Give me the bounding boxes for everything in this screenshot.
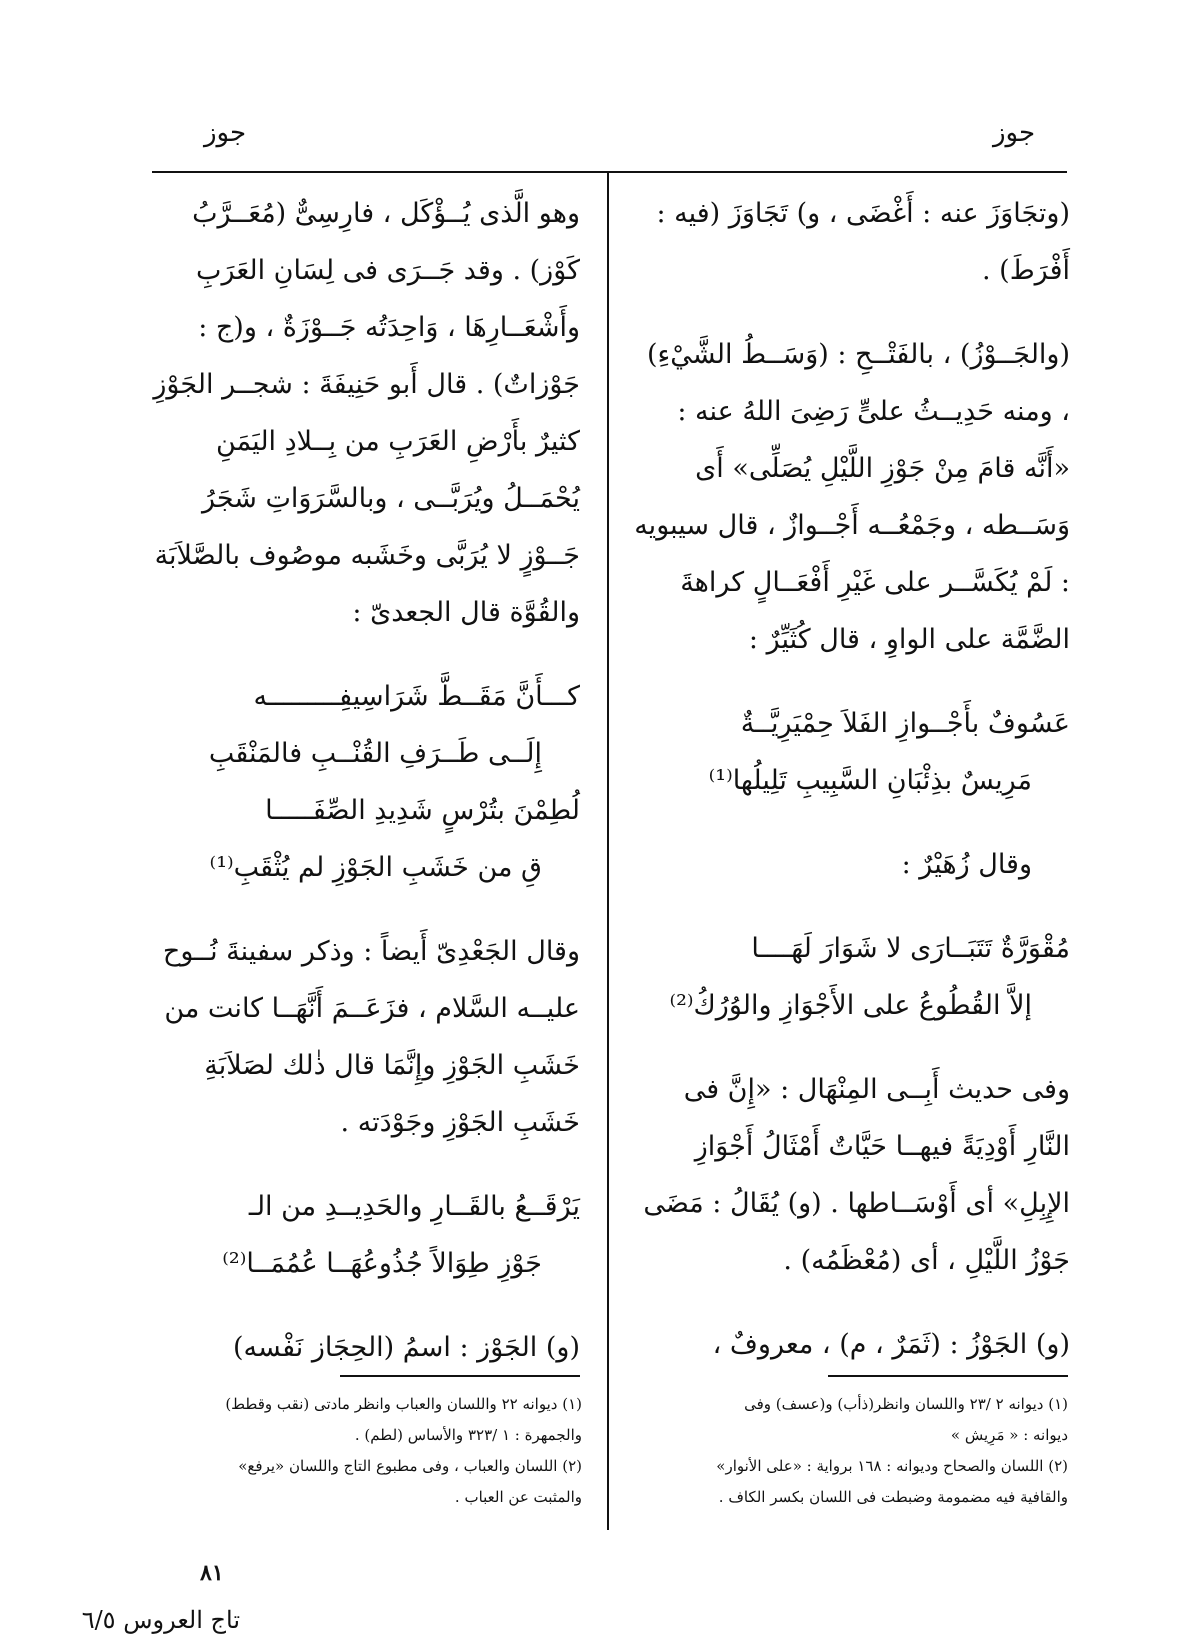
footnotes-right bbox=[628, 1389, 1068, 1513]
footnote-line: والمثبت عن العباب . bbox=[454, 1488, 582, 1506]
verse-line: عَسُوفٌ بأَجْــوازِ الفَلاَ حِمْيَرِيَّــةٌ bbox=[740, 708, 1070, 739]
bottom-signature: تاج العروس ٦/٥ bbox=[81, 1606, 240, 1634]
footnote-line: (٢) اللسان والصحاح وديوانه : ١٦٨ برواية : «على الأنوار» bbox=[716, 1457, 1068, 1475]
paragraph: وهو الَّذى يُــؤْكَل ، فارِسِىٌّ (مُعَــرَّبُ كَوْز) . وقد جَــرَى فى لِسَانِ العَرَبِ وأَشْعَــارِهَا ، وَاحِدَتُه جَــوْزَةٌ ، و(ج : جَوْزاتٌ) . قال أَبو حَنِيفَةَ : شجــر الجَوْزِ كثيرٌ بأَرْضِ العَرَبِ من بِــلادِ اليَمَنِ يُحْمَــلُ ويُرَبَّــى ، وبالسَّرَوَاتِ شَجَرُ جَــوْزٍ لا يُرَبَّى وخَشَبه موصُوف بالصَّلاَبَة والقُوَّة قال الجعدىّ : bbox=[153, 198, 580, 628]
footnote-line: والجمهرة : ١ /٣٢٣ والأساس (لطم) . bbox=[354, 1426, 582, 1444]
page-number: ٨١ bbox=[200, 1560, 224, 1586]
verse-line: كـــأَنَّ مَقَــطَّ شَرَاسِيفِـــــــــه bbox=[253, 681, 580, 712]
verse-line: لُطِمْنَ بتُرْسٍ شَدِيدِ الصِّفَـــــا bbox=[265, 795, 580, 826]
header-word-right: جوز bbox=[993, 118, 1036, 148]
column-divider bbox=[607, 173, 609, 1530]
verse-line: إِلَــى طَــرَفِ القُنْــبِ فالمَنْقَبِ bbox=[208, 738, 542, 769]
footnote-line: (١) ديوانه ٢ /٢٣ واللسان وانظر(ذأب) و(عسف) وفى bbox=[744, 1395, 1068, 1413]
verse-line: يَرْقَــعُ بالقَــارِ والحَدِيــدِ من الـ bbox=[248, 1191, 580, 1222]
header-rule bbox=[152, 171, 1067, 173]
paragraph: وقال الجَعْدِىّ أَيضاً : وذكر سفينةَ نُــوح عليــه السَّلام ، فزَعَــمَ أَنَّهَــا كانت من خَشَبِ الجَوْزِ وإِنَّمَا قال ذٰلك لصَلاَبَةِ خَشَبِ الجَوْزِ وجَوْدَته . bbox=[162, 936, 580, 1138]
footnotes-left bbox=[138, 1389, 582, 1513]
verse-line: جَوْزِ طِوَالاً جُذُوعُهَــا عُمُمَــا⁽²⁾ bbox=[222, 1248, 542, 1279]
header-word-left: جوز bbox=[204, 118, 247, 148]
footnote-line: ديوانه : « مَرِيش » bbox=[950, 1426, 1068, 1444]
footnote-line: (٢) اللسان والعباب ، وفى مطبوع التاج واللسان «يرفع» bbox=[238, 1457, 582, 1475]
verse-line: مُقْوَرَّةٌ تَتَبَــارَى لا شَوَارَ لَهَــــا bbox=[751, 933, 1070, 964]
paragraph: (والجَــوْزُ) ، بالفَتْــحِ : (وَسَــطُ الشَّيْءِ) ، ومنه حَدِيــثُ علىٍّ رَضِىَ اللهُ عنه : «أَنَّه قامَ مِنْ جَوْزِ اللَّيْلِ يُصَلِّى» أَى وَسَــطه ، وجَمْعُــه أَجْــوازٌ ، قال سيبويه : لَمْ يُكَسَّــر على غَيْرِ أَفْعَــالٍ كراهةَ الضَّمَّة على الواوِ ، قال كُثَيِّرٌ : bbox=[634, 339, 1070, 655]
paragraph: وفى حديث أَبِــى المِنْهَال : «إِنَّ فى النَّارِ أَوْدِيَةً فيهــا حَيَّاتٌ أَمْثَالُ أَجْوَازِ الإِبِلِ» أى أَوْسَــاطها . (و) يُقَالُ : مَضَى جَوْزُ اللَّيْلِ ، أى (مُعْظَمُه) . bbox=[643, 1074, 1070, 1276]
footnote-line: والقافية فيه مضمومة وضبطت فى اللسان بكسر الكاف . bbox=[718, 1488, 1068, 1506]
footnote-line: (١) ديوانه ٢٢ واللسان والعباب وانظر مادتى (نقب وقطط) bbox=[225, 1395, 582, 1413]
verse-line: قِ من خَشَبِ الجَوْزِ لم يُثْقَبِ⁽¹⁾ bbox=[209, 852, 542, 883]
right-column bbox=[630, 185, 1070, 1373]
footnote-rule-left bbox=[340, 1375, 580, 1377]
paragraph: (و) الجَوْز : اسمُ (الحِجَاز نَفْسه) bbox=[232, 1332, 580, 1363]
verse-line: مَرِيسٌ بذِئْبَانِ السَّبِيبِ تَلِيلُها⁽¹⁾ bbox=[708, 765, 1032, 796]
verse-line: إلاَّ القُطُوعُ على الأَجْوَازِ والوُرُكُ⁽²⁾ bbox=[669, 990, 1032, 1021]
paragraph: (و) الجَوْزُ : (ثَمَرٌ ، م) ، معروفٌ ، bbox=[712, 1329, 1070, 1360]
paragraph: (وتجَاوَزَ عنه : أَغْضَى ، و) تَجَاوَزَ (فيه : أَفْرَطَ) . bbox=[656, 198, 1070, 286]
footnote-rule-right bbox=[828, 1375, 1068, 1377]
left-column bbox=[138, 185, 580, 1376]
paragraph: وقال زُهَيْرٌ : bbox=[901, 849, 1032, 880]
